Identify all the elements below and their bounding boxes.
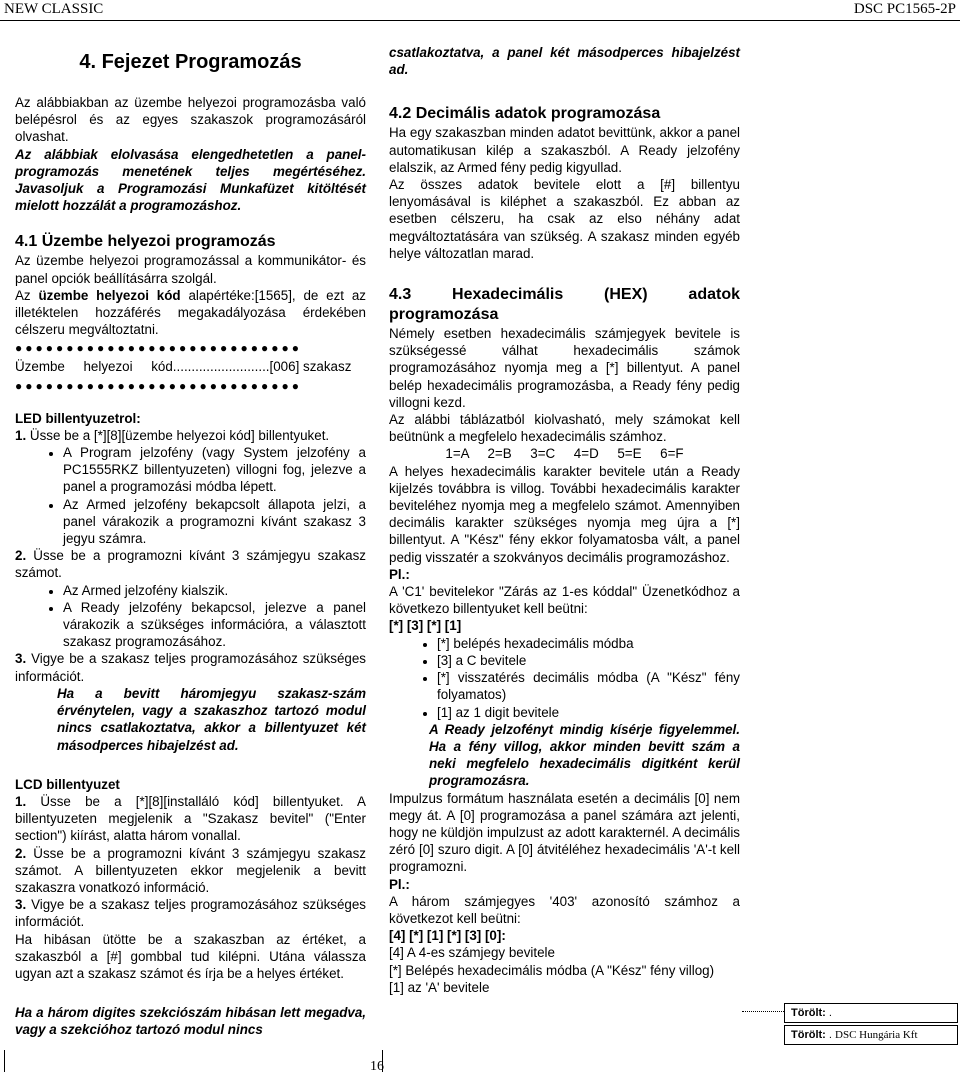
section-4-2-paragraph-1: Ha egy szakaszban minden adatot bevittünk, akkor a panel automatikusan kilép a szakaszból. A Ready jelzofény elalszik, az Armed fény pedig kigyullad. <box>389 125 740 175</box>
left-column <box>15 44 366 1039</box>
dot-separator: ●●●●●●●●●●●●●●●●●●●●●●●●●●●● <box>15 378 302 393</box>
installer-code-paragraph: Az üzembe helyezoi kód alapértéke:[1565], de ezt az illetéktelen hozzáférés megakadályozása érdekében célszeru megváltoztatni. <box>15 287 366 338</box>
section-4-2-title: 4.2 Decimális adatok programozása <box>389 105 661 123</box>
example-label-2: Pl.: <box>389 876 410 892</box>
installer-code-section-line: Üzembe helyezoi kód..........................[006] szakasz <box>15 359 352 375</box>
section-4-3-paragraph-1: Némely esetben hexadecimális számjegyek bevitele is szükségessé válhat hexadecimális számok programozásához nyomja meg a [*] billentyut. A panel belép hexadecimális programozásba, a Ready fény pedig villogni kezd. <box>389 326 740 410</box>
list-item: • A Program jelzofény (vagy System jelzofény a PC1555RKZ billentyuzeten) villogni fog, jelezve a panel a programozási módba lépett. <box>63 444 366 496</box>
list-item: • Az Armed jelzofény kialszik. <box>63 582 366 599</box>
revision-box-2: Törölt: . DSC Hungária Kft <box>784 1025 958 1045</box>
example-2-line: [1] az 'A' bevitele <box>389 979 490 995</box>
change-bar <box>4 1050 5 1072</box>
lcd-note: Ha a három digites szekciószám hibásan lett megadva, vagy a szekcióhoz tartozó modul nincs <box>15 1005 366 1038</box>
continued-note: csatlakoztatva, a panel két másodperces hibajelzést ad. <box>389 45 740 78</box>
installer-code-term: üzembe helyezoi kód <box>38 287 181 303</box>
section-4-3-paragraph-2: Az alábbi táblázatból kiolvasható, mely számokat kell beütnünk a megfelelo hexadecimális számhoz. <box>389 412 740 445</box>
list-item: • A Ready jelzofény bekapcsol, jelezve a panel várakozik a szükséges információra, a választott szakasz programozásához. <box>63 599 366 651</box>
led-note: Ha a bevitt háromjegyu szakasz-szám érvénytelen, vagy a szakaszhoz tartozó modul nincs csatlakoztatva, akkor a billentyuzet két másodperces hibajelzést ad. <box>57 685 366 753</box>
dot-separator: ●●●●●●●●●●●●●●●●●●●●●●●●●●●● <box>15 341 302 356</box>
section-4-3-paragraph-4: Impulzus formátum használata esetén a decimális [0] nem megy át. A [0] programozása a panel számára azt jelenti, hogy ne küldjön impulzust az adott karakternél. A decimális zéró [0] szuro digit. A [0] átvitéléhez hexadecimális 'A'-t kell programozni. <box>389 790 740 875</box>
example-2-keys: [4] [*] [1] [*] [3] [0]: <box>389 928 506 944</box>
chapter-title: 4. Fejezet Programozás <box>79 51 302 73</box>
right-column <box>389 44 740 996</box>
page-header <box>0 0 960 19</box>
led-step-1-bullets <box>15 444 366 547</box>
list-item: • Az Armed jelzofény bekapcsolt állapota jelzi, a panel várakozik a programozni kívánt szakasz 3 jegyu számra. <box>63 496 366 548</box>
lcd-step-3: 3. Vigye be a szakasz teljes programozásához szükséges információt. <box>15 897 366 930</box>
example-1-bullets <box>389 635 740 721</box>
example-2-text: A három számjegyes '403' azonosító számhoz a következot kell beütni: <box>389 893 740 926</box>
lcd-step-2: 2. Üsse be a programozni kívánt 3 számjegyu szakasz számot. A billentyuzeten ekkor megjelenik a bevitt szakaszra vonatkozó információ. <box>15 845 366 895</box>
header-rule <box>0 20 960 21</box>
example-1-note: A Ready jelzofényt mindig kísérje figyelemmel. Ha a fény villog, akkor minden bevitt szám a neki megfelelo hexadecimális digitként kerül programozásra. <box>429 721 740 789</box>
example-2-line: [4] A 4-es számjegy bevitele <box>389 945 555 961</box>
list-item: • [*] belépés hexadecimális módba <box>437 635 740 652</box>
led-step-2-bullets <box>15 582 366 651</box>
lcd-step-1: 1. Üsse be a [*][8][installáló kód] billentyuket. A billentyuzeten megjelenik a "Szakasz bevitel" ("Enter section") kiírást, alatta három vonallal. <box>15 793 366 844</box>
section-4-1-title: 4.1 Üzembe helyezoi programozás <box>15 233 276 251</box>
section-4-2-paragraph-2: Az összes adatok bevitele elott a [#] billentyu lenyomásával is kiléphet a szakaszból. Ez abban az esetben célszeru, ha csak az elso néhány adat megváltoztatására van szükség. A szakasz minden egyéb helye változatlan marad. <box>389 177 740 261</box>
header-left-title: NEW CLASSIC <box>4 1 104 17</box>
intro-paragraph: Az alábbiakban az üzembe helyezoi programozásba való belépésrol és az egyes szakaszok programozásáról olvashat. <box>15 95 366 145</box>
example-label-1: Pl.: <box>389 566 410 582</box>
led-step-2: 2. Üsse be a programozni kívánt 3 számjegyu szakasz számot. <box>15 548 366 581</box>
led-keypad-title: LED billentyuzetrol: <box>15 410 141 426</box>
lcd-paragraph: Ha hibásan ütötte be a szakaszban az értéket, a szakaszból a [#] gombbal tud kilépni. Utána válassza ugyan azt a szakasz számot és írja be a helyes értéket. <box>15 931 366 981</box>
example-1-text: A 'C1' bevitelekor "Zárás az 1-es kóddal" Üzenetkódhoz a következo billentyuket kell beütni: <box>389 584 740 617</box>
list-item: • [*] visszatérés decimális módba (A "Kész" fény folyamatos) <box>437 669 740 703</box>
list-item: • [1] az 1 digit bevitele <box>437 704 740 721</box>
hex-table: 1=A 2=B 3=C 4=D 5=E 6=F <box>445 446 684 462</box>
led-step-3: 3. Vigye be a szakasz teljes programozásához szükséges információt. <box>15 651 366 684</box>
header-right-title: DSC PC1565-2P <box>853 1 956 17</box>
revision-box-1: Törölt: . <box>784 1003 958 1023</box>
section-4-3-paragraph-3: A helyes hexadecimális karakter bevitele után a Ready kijelzés továbbra is villog. További hexadecimális karakter beviteléhez nyomja meg a megfelelo számot. Amennyiben decimális karakter szükséges nyomja meg újra a [*] billentyut. A "Kész" fény ekkor folyamatosba vált, a panel pedig visszatér a szokványos decimális programozáshoz. <box>389 463 740 565</box>
intro-note: Az alábbiak elolvasása elengedhetetlen a panel-programozás menetének teljes megértéséhez. Javasoljuk a Programozási Munkafüzet kitöltését mielott hozzálát a programozáshoz. <box>15 146 366 214</box>
example-1-keys: [*] [3] [*] [1] <box>389 618 462 634</box>
section-4-3-title-cont: programozása <box>389 306 499 324</box>
section-4-1-paragraph: Az üzembe helyezoi programozással a kommunikátor- és panel opciók beállításárra szolgál. <box>15 253 366 286</box>
list-item: • [3] a C bevitele <box>437 652 740 669</box>
example-2-line: [*] Belépés hexadecimális módba (A "Kész" fény villog) <box>389 962 715 978</box>
lcd-keypad-title: LCD billentyuzet <box>15 776 120 792</box>
page-number: 16 <box>370 1059 384 1074</box>
led-step-1: 1. Üsse be a [*][8][üzembe helyezoi kód] billentyuket. <box>15 427 330 443</box>
revision-connector <box>742 1011 784 1012</box>
section-4-3-title: 4.3 Hexadecimális (HEX) adatok <box>389 286 740 304</box>
